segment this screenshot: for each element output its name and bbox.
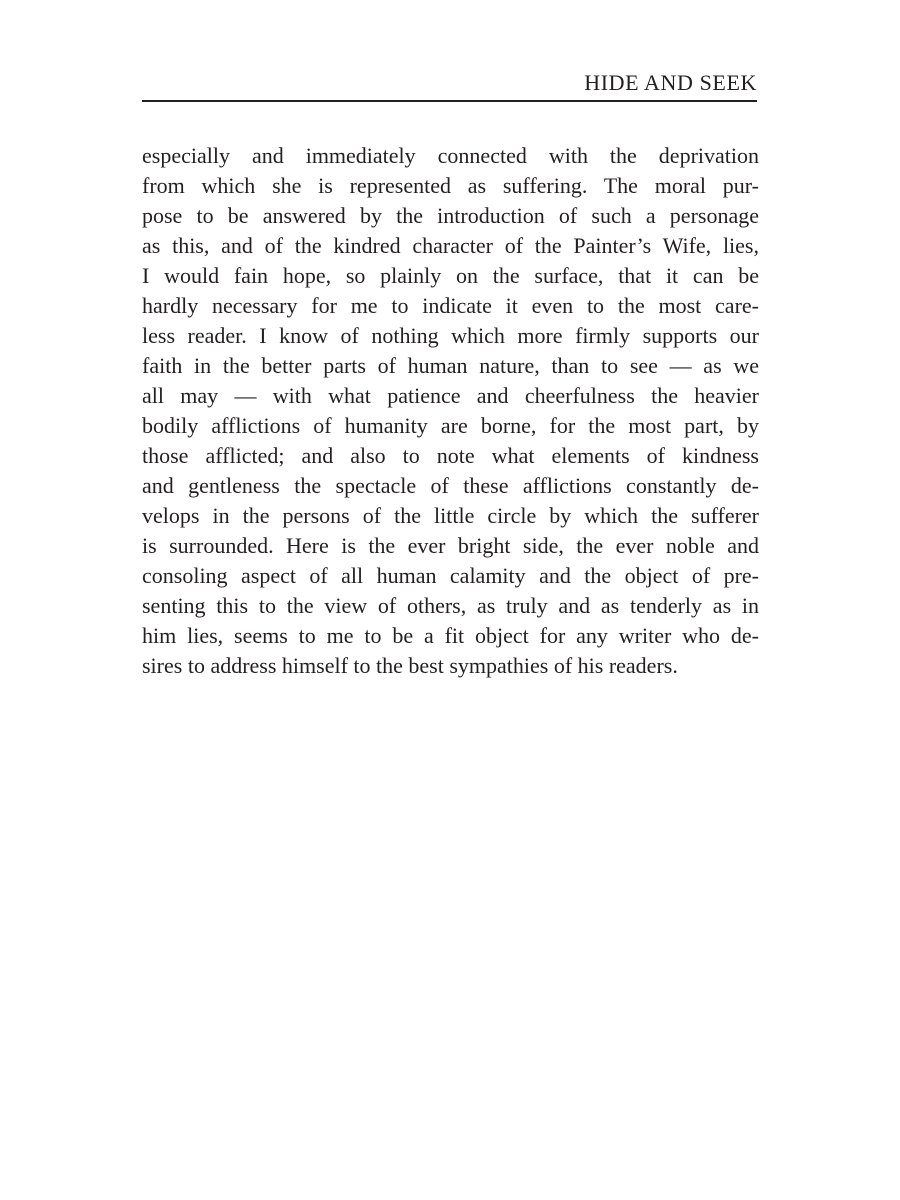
running-title: HIDE AND SEEK (584, 70, 757, 95)
text-line: velops in the persons of the little circle by which the sufferer (142, 503, 759, 528)
text-line: bodily afflictions of humanity are borne, for the most part, by (142, 413, 759, 438)
text-line: pose to be answered by the introduction of such a personage (142, 203, 759, 228)
text-line: is surrounded. Here is the ever bright side, the ever noble and (142, 533, 759, 558)
text-line: especially and immediately connected with the deprivation (142, 143, 759, 168)
text-line: those afflicted; and also to note what elements of kindness (142, 443, 759, 468)
text-line: as this, and of the kindred character of the Painter’s Wife, lies, (142, 233, 759, 258)
body-paragraph (142, 141, 759, 681)
text-line: all may — with what patience and cheerfulness the heavier (142, 383, 759, 408)
text-line: and gentleness the spectacle of these afflictions constantly de- (142, 473, 759, 498)
running-header (142, 66, 757, 102)
text-line: from which she is represented as suffering. The moral pur- (142, 173, 759, 198)
text-line: I would fain hope, so plainly on the surface, that it can be (142, 263, 759, 288)
text-line: hardly necessary for me to indicate it even to the most care- (142, 293, 759, 318)
text-line: him lies, seems to me to be a fit object for any writer who de- (142, 623, 759, 648)
text-line: consoling aspect of all human calamity and the object of pre- (142, 563, 759, 588)
text-line: less reader. I know of nothing which more firmly supports our (142, 323, 759, 348)
text-line-last: sires to address himself to the best sympathies of his readers. (142, 653, 678, 678)
text-line: senting this to the view of others, as truly and as tenderly as in (142, 593, 759, 618)
text-line: faith in the better parts of human nature, than to see — as we (142, 353, 759, 378)
